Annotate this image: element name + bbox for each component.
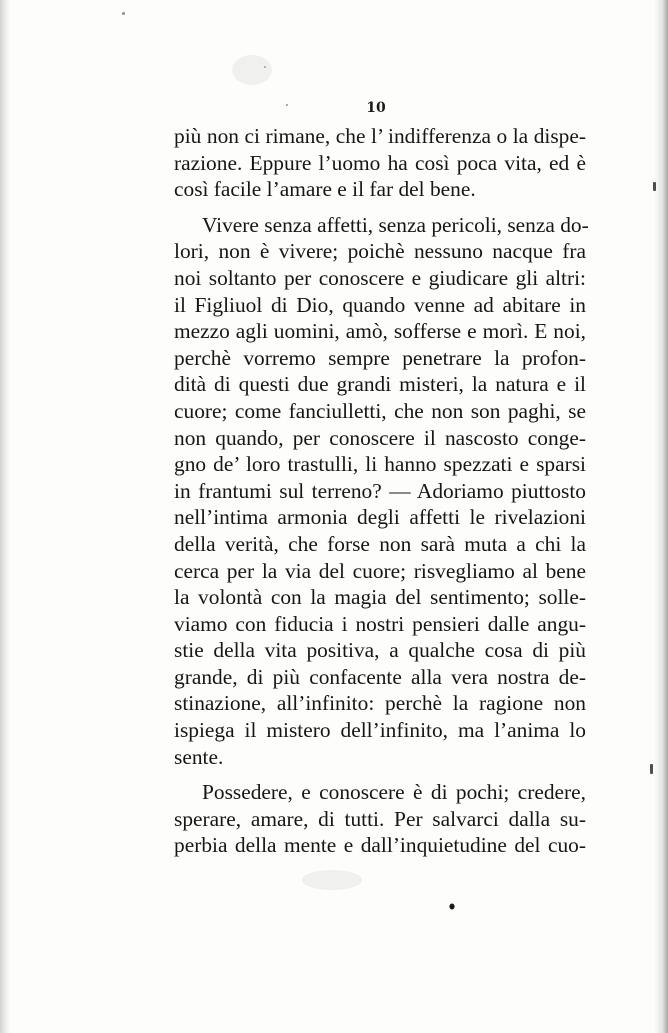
text-line: gno de’ loro trastulli, li hanno spezzati e sparsi bbox=[174, 452, 586, 477]
scan-speck bbox=[122, 12, 125, 15]
text-line: razione. Eppure l’uomo ha così poca vita, ed è bbox=[174, 150, 586, 175]
text-line: perchè vorremo sempre penetrare la profon- bbox=[174, 345, 586, 370]
text-line: perbia della mente e dall’inquietudine del cuo- bbox=[174, 833, 586, 858]
text-line: noi soltanto per conoscere e giudicare gli altri: bbox=[174, 265, 586, 290]
text-line: della verità, che forse non sarà muta a chi la bbox=[174, 531, 586, 556]
text-line: mezzo agli uomini, amò, sofferse e morì. E noi, bbox=[174, 319, 586, 344]
text-line: stie della vita positiva, a qualche cosa di più bbox=[174, 638, 586, 663]
text-line: Possedere, e conoscere è di pochi; credere, bbox=[202, 780, 586, 805]
page-number: 10 bbox=[366, 100, 386, 116]
text-line: cerca per la via del cuore; risvegliamo al bene bbox=[174, 558, 586, 583]
text-line: grande, di più confacente alla vera nostra de- bbox=[174, 664, 586, 689]
text-line: stinazione, all’infinito: perchè la ragione non bbox=[174, 691, 586, 716]
paragraph-gap bbox=[174, 203, 586, 212]
text-line: Vivere senza affetti, senza pericoli, senza do- bbox=[202, 212, 589, 237]
paragraph-gap bbox=[174, 770, 586, 779]
text-line: la volontà con la magia del sentimento; solle- bbox=[174, 585, 586, 610]
scan-smudge bbox=[232, 55, 272, 85]
text-line: così facile l’amare e il far del bene. bbox=[174, 177, 476, 202]
scan-speck bbox=[653, 182, 656, 191]
text-line: nell’intima armonia degli affetti le rivelazioni bbox=[174, 505, 586, 530]
text-line: sente. bbox=[174, 744, 224, 769]
text-line: dità di questi due grandi misteri, la natura e il bbox=[174, 372, 586, 397]
scan-speck bbox=[650, 764, 653, 774]
text-line: sperare, amare, di tutti. Per salvarci dalla su- bbox=[174, 806, 586, 831]
text-line: non quando, per conoscere il nascosto conge- bbox=[174, 425, 586, 450]
text-line: cuore; come fanciulletti, che non son paghi, se bbox=[174, 398, 586, 423]
text-line: il Figliuol di Dio, quando venne ad abitare in bbox=[174, 292, 586, 317]
body-text bbox=[174, 123, 589, 859]
text-line: ispiega il mistero dell’infinito, ma l’anima lo bbox=[174, 718, 586, 743]
text-line: lori, non è vivere; poichè nessuno nacque fra bbox=[174, 239, 586, 264]
text-line: viamo con fiducia i nostri pensieri dalle angu- bbox=[174, 611, 586, 636]
text-line: più non ci rimane, che l’ indifferenza o la dispe- bbox=[174, 124, 586, 148]
scan-speck bbox=[264, 66, 266, 68]
ink-dot bbox=[449, 903, 455, 910]
text-line: in frantumi sul terreno? — Adoriamo piuttosto bbox=[174, 478, 586, 503]
page-left-edge-shadow bbox=[2, 0, 10, 1033]
scan-smudge bbox=[302, 870, 362, 890]
